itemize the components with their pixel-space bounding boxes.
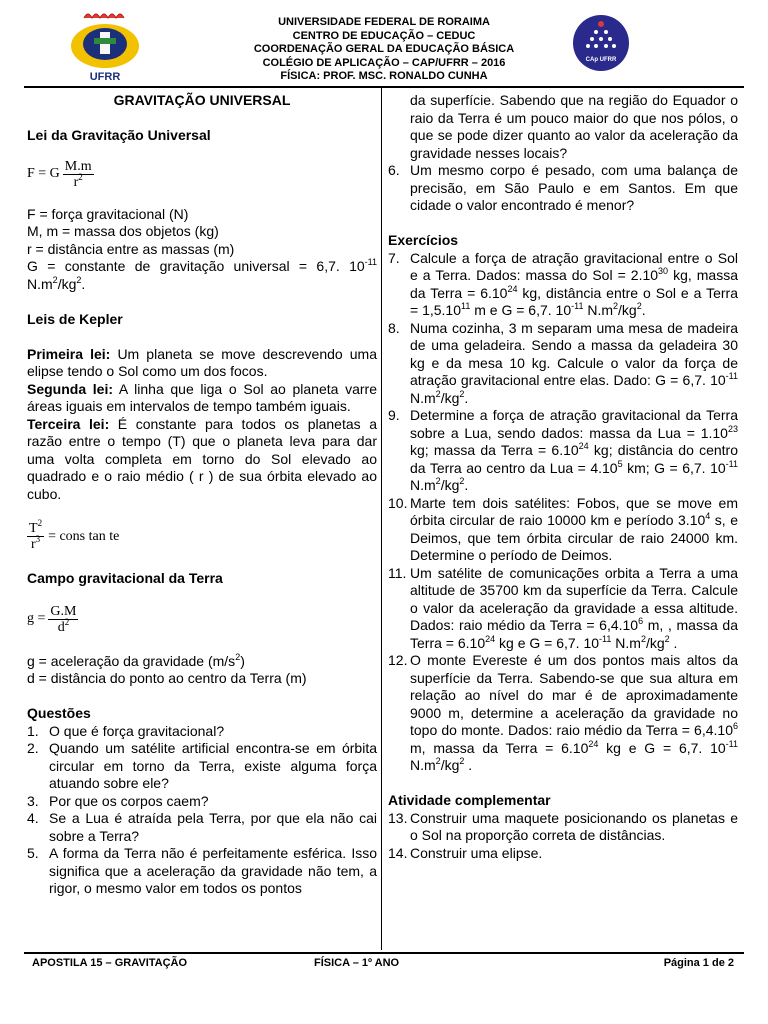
footer-divider	[24, 952, 744, 954]
list-item: 6. Um mesmo corpo é pesado, com uma balança de precisão, em São Paulo e em Santos. Em que cidade o valor encontrado é menor?	[388, 162, 738, 213]
kepler-second-law: Segunda lei: A linha que liga o Sol ao planeta varre áreas iguais em intervalos de tempo também iguais.	[27, 380, 377, 414]
formula-rhs: = cons tan te	[48, 528, 120, 544]
section-heading: Atividade complementar	[388, 792, 551, 808]
list-item: 13. Construir uma maquete posicionando os planetas e o Sol na proporção correta de distâncias.	[388, 809, 738, 843]
definition-line: r = distância entre as massas (m)	[27, 240, 235, 257]
section-heading: Campo gravitacional da Terra	[27, 570, 223, 586]
questions-list-cont	[388, 162, 738, 215]
exercises-list	[388, 250, 738, 775]
list-item: 2. Quando um satélite artificial encontra-se em órbita circular em torno da Terra, existe alguma força atuando sobre ele?	[27, 740, 377, 791]
kepler-third-law: Terceira lei: É constante para todos os planetas a razão entre o tempo (T) que o planeta leva para dar uma volta completa em torno do Sol elevado ao quadrado e o raio médio ( r ) de sua órbita elevado ao cubo.	[27, 415, 377, 502]
section-heading: Leis de Kepler	[27, 310, 123, 327]
definition-line: F = força gravitacional (N)	[27, 205, 189, 222]
gravitation-formula	[27, 159, 377, 190]
section-heading: Questões	[27, 705, 91, 721]
definition-line: g = aceleração da gravidade $(m/s^2)$	[27, 651, 245, 669]
activities-list	[388, 810, 738, 863]
header-line: COLÉGIO DE APLICAÇÃO – CAP/UFRR – 2016	[262, 56, 506, 69]
left-column	[27, 92, 377, 898]
cap-ufrr-logo	[572, 14, 630, 72]
kepler-formula: $\frac{T^2}{r^3}$ = cons tan te	[29, 518, 120, 552]
list-item: 14. Construir uma elipse.	[388, 844, 543, 861]
header-line: COORDENAÇÃO GERAL DA EDUCAÇÃO BÁSICA	[253, 43, 515, 56]
right-column	[388, 92, 738, 862]
page-header	[0, 0, 768, 90]
header-line: FÍSICA: PROF. MSC. RONALDO CUNHA	[280, 70, 488, 83]
definition-line: M, m = massa dos objetos (kg)	[27, 223, 219, 239]
list-item: 5. A forma da Terra não é perfeitamente esférica. Isso significa que a aceleração da gravidade não tem, a rigor, o mesmo valor em todos os pontos	[27, 845, 377, 896]
footer-center: FÍSICA – 1º ANO	[314, 957, 400, 969]
kepler-first-law: Primeira lei: Um planeta se move descrevendo uma elipse tendo o Sol como um dos focos.	[27, 345, 377, 379]
section-heading: Exercícios	[388, 232, 459, 248]
list-item: 10. Marte tem dois satélites: Fobos, que se move em órbita circular de raio 10000 km e período 3.10$^4$ s, e Deimos, que tem órbita circular de raio 24000 km. Determine o período de Deimos.	[388, 494, 738, 563]
list-item-continuation: da superfície. Sabendo que na região do Equador o raio da Terra é um pouco maior do que nos pólos, o que se pode dizer quanto ao valor da aceleração da gravidade nesses locais?	[410, 92, 738, 161]
questions-list	[27, 723, 377, 898]
list-item: 12. O monte Evereste é um dos pontos mais altos da superfície da Terra. Sabendo-se que sua altura em relação ao nível do mar é de aproximadamente 9000 m, determine a aceleração da gravidade no topo do monte. Dados: raio médio da Terra = $6,4.10^6$ m, massa da Terra = $6.10^{24}$ kg e G = 6,7. $10^{-11}$ $N.m^2/kg^2$ .	[388, 652, 738, 773]
list-item: 3. Por que os corpos caem?	[27, 792, 209, 809]
footer-left: APOSTILA 15 – GRAVITAÇÃO	[32, 957, 188, 969]
header-divider	[24, 86, 744, 88]
list-item: 1. O que é força gravitacional?	[27, 722, 225, 739]
header-line: CENTRO DE EDUCAÇÃO – CEDUC	[292, 29, 476, 42]
exponent: 2	[78, 171, 83, 182]
section-heading: Lei da Gravitação Universal	[27, 127, 211, 143]
definition-line: d = distância do ponto ao centro da Terra (m)	[27, 670, 307, 686]
page-title: GRAVITAÇÃO UNIVERSAL	[113, 92, 291, 108]
formula-denominator: r	[73, 174, 79, 190]
header-line: UNIVERSIDADE FEDERAL DE RORAIMA	[278, 16, 490, 28]
ufrr-logo	[64, 8, 146, 84]
page-number: Página 1 de 2	[663, 957, 734, 969]
list-item: 11. Um satélite de comunicações orbita a Terra a uma altitude de 35700 km da superfície da Terra. Calcule o valor da aceleração da gravidade a essa altitude. Dados: raio médio da Terra = $6,4.10^6$ m, , massa da Terra = $6.10^{24}$ kg e G = 6,7. $10^{-11}$ $N.m^2/kg^2$ .	[388, 564, 738, 651]
institution-header	[200, 16, 568, 84]
list-item: 7. Calcule a força de atração gravitacional entre o Sol e a Terra. Dados: massa do Sol = $2.10^{30}$ kg, massa da Terra = $6.10^{24}$ kg, distância entre o Sol e a Terra = $1,5.10^{11}$ m e G = 6,7. $10^{-11}$ $N.m^2/kg^2$.	[388, 249, 738, 318]
list-item: 4. Se a Lua é atraída pela Terra, por que ela não cai sobre a Terra?	[27, 810, 377, 844]
list-item: 9. Determine a força de atração gravitacional da Terra sobre a Lua, sendo dados: massa da Lua = $1.10^{23}$ kg; massa da Terra = $6.10^{24}$ kg; distância do centro da Terra ao centro da Lua = $4.10^5$ km; G = 6,7. $10^{-11}$ $N.m^2/kg^2$.	[388, 407, 738, 493]
column-divider	[381, 88, 382, 950]
list-item: 8. Numa cozinha, 3 m separam uma mesa de madeira de uma geladeira. Sendo a massa da geladeira 30 kg e da mesa 10 kg. Calcule o valor da força de atração gravitacional entre elas. Dado: G = 6,7. $10^{-11}$ $N.m^2/kg^2$.	[388, 319, 738, 406]
svg-text:UFRR: UFRR	[89, 71, 121, 83]
formula-lhs: F = G	[27, 166, 60, 182]
formula-numerator: M.m	[64, 158, 92, 174]
gravity-field-formula: g = $\frac{G.M}{d^2}$	[27, 603, 77, 635]
svg-text:CAp UFRR: CAp UFRR	[585, 57, 617, 63]
definition-g: G = constante de gravitação universal = 6,7. $10^{-11}$ $N.m^2/kg^2$.	[27, 257, 377, 292]
